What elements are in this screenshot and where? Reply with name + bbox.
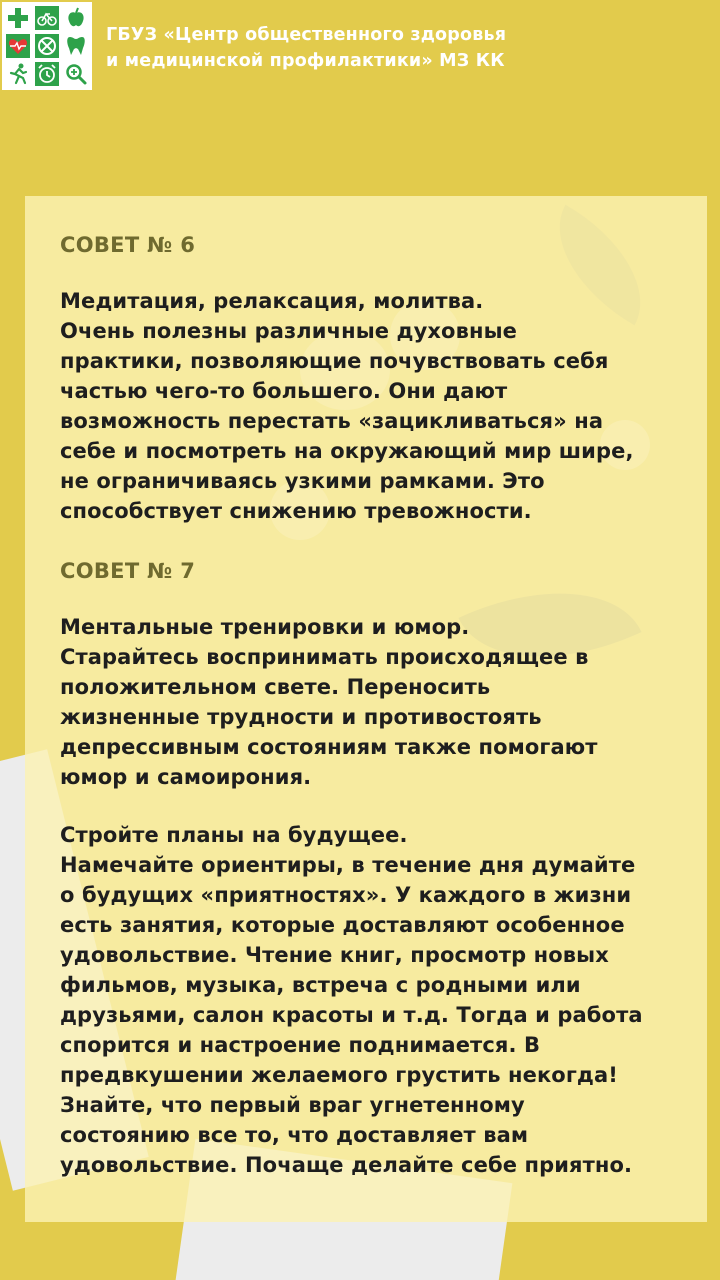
text-line: предвкушении желаемого грустить некогда! [60,1063,618,1087]
advice-card [25,196,707,1222]
text-line: состоянию все то, что доставляет вам [60,1123,529,1147]
text-line: не ограничиваясь узкими рамками. Это [60,469,545,493]
tooth-icon [62,33,89,59]
tip-7-title: СОВЕТ № 7 [60,559,196,583]
header [0,0,720,95]
organization-name [106,22,506,74]
magnifier-icon [62,61,89,87]
text-line: положительном свете. Переносить [60,675,491,699]
text-line: удовольствие. Почаще делайте себе приятно. [60,1153,633,1177]
tip-7-text [60,612,687,792]
organization-name-line: ГБУЗ «Центр общественного здоровья [106,25,507,45]
plus-icon [5,5,32,31]
plans-title: Стройте планы на будущее. [60,823,408,847]
text-line: частью чего-то большего. Они дают [60,379,508,403]
text-line: жизненные трудности и противостоять [60,705,542,729]
text-line: есть занятия, которые доставляют особенное [60,913,625,937]
text-line: Очень полезны различные духовные [60,319,518,343]
text-line: юмор и самоирония. [60,765,312,789]
no-smoking-icon [34,33,61,59]
heart-pulse-icon [5,33,32,59]
bicycle-icon [34,5,61,31]
text-line: о будущих «приятностях». У каждого в жизни [60,883,632,907]
text-line: практики, позволяющие почувствовать себя [60,349,609,373]
text-line: удовольствие. Чтение книг, просмотр новых [60,943,609,967]
text-line: фильмов, музыка, встреча с родными или [60,973,581,997]
alarm-clock-icon [34,61,61,87]
text-line: Медитация, релаксация, молитва. [60,289,484,313]
text-line: друзьями, салон красоты и т.д. Тогда и работа [60,1003,643,1027]
plans-text [60,820,687,1180]
text-line: Намечайте ориентиры, в течение дня думайте [60,853,636,877]
text-line: себе и посмотреть на окружающий мир шире, [60,439,634,463]
text-line: Старайтесь воспринимать происходящее в [60,645,589,669]
tip-6-text [60,286,687,526]
text-line: Ментальные тренировки и юмор. [60,615,470,639]
text-line: возможность перестать «зацикливаться» на [60,409,604,433]
text-line: способствует снижению тревожности. [60,499,532,523]
text-line: спорится и настроение поднимается. В [60,1033,541,1057]
tip-6-title: СОВЕТ № 6 [60,233,196,257]
organization-name-line: и медицинской профилактики» МЗ КК [106,51,505,71]
runner-icon [5,61,32,87]
text-line: депрессивным состояниям также помогают [60,735,598,759]
text-line: Знайте, что первый враг угнетенному [60,1093,525,1117]
organization-logo [2,2,92,90]
apple-icon [62,5,89,31]
